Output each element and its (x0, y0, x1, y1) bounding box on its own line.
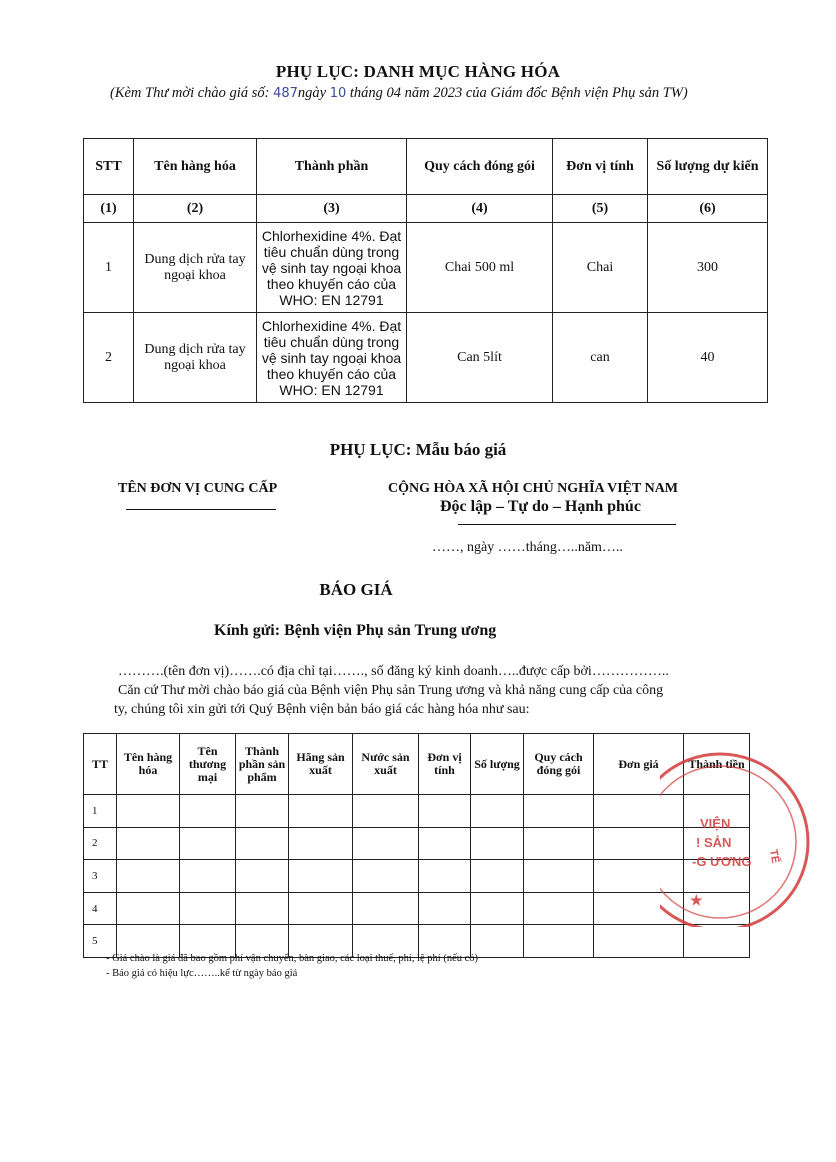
empty-cell (471, 795, 524, 828)
row-number: 4 (84, 892, 117, 925)
row-name: Dung dịch rửa tay ngoại khoa (134, 313, 257, 403)
supplier-label: TÊN ĐƠN VỊ CUNG CẤP (118, 481, 278, 496)
row-number: 2 (84, 827, 117, 860)
goods-table-header-row (84, 139, 768, 195)
para-line: ty, chúng tôi xin gửi tới Quý Bệnh viện bản báo giá các hàng hóa như sau: (114, 702, 530, 717)
header-manufacturer: Hãng sản xuất (289, 734, 353, 795)
header-packing: Quy cách đóng gói (407, 139, 553, 195)
stamp-text-2: ! SẢN (696, 835, 732, 850)
empty-cell (353, 892, 419, 925)
subtitle-part1: (Kèm Thư mời chào giá số: (110, 85, 274, 101)
stamp-text-4: TẾ (767, 848, 782, 865)
header-unit: Đơn vị tính (419, 734, 471, 795)
empty-cell (289, 795, 353, 828)
national-title: CỘNG HÒA XÃ HỘI CHỦ NGHĨA VIỆT NAM (388, 481, 679, 496)
empty-cell (524, 860, 594, 893)
subtitle-part3: tháng 04 năm 2023 của Giám đốc Bệnh viện Phụ sản TW) (346, 85, 688, 101)
table-row (84, 223, 768, 313)
empty-cell (524, 892, 594, 925)
motto-underline (458, 524, 676, 525)
empty-cell (236, 795, 289, 828)
empty-cell (524, 925, 594, 958)
note-item: - Báo giá có hiệu lực……..kể từ ngày báo giá (106, 968, 298, 979)
quote-table (83, 733, 750, 958)
appendix-subtitle (110, 84, 790, 103)
empty-cell (180, 892, 236, 925)
empty-cell (594, 925, 684, 958)
row-composition: Chlorhexidine 4%. Đạt tiêu chuẩn dùng trong vệ sinh tay ngoại khoa theo khuyến cáo của WHO: EN 12791 (257, 223, 407, 313)
empty-cell (419, 892, 471, 925)
empty-cell (180, 795, 236, 828)
row-stt: 1 (84, 223, 134, 313)
stamp-text-1: VIỆN (700, 816, 731, 831)
empty-cell (117, 892, 180, 925)
index-cell: (1) (84, 195, 134, 223)
empty-cell (289, 892, 353, 925)
stamp-graphic (660, 752, 810, 927)
note-item: - Giá chào là giá đã bao gồm phí vận chuyển, bàn giao, các loại thuế, phí, lệ phí (nếu có) (106, 953, 479, 964)
appendix-title: PHỤ LỤC: DANH MỤC HÀNG HÓA (275, 62, 561, 81)
header-trade-name: Tên thương mại (180, 734, 236, 795)
row-quantity: 300 (648, 223, 768, 313)
subtitle-part2: ngày (297, 85, 330, 101)
empty-cell (419, 827, 471, 860)
table-row (84, 313, 768, 403)
table-row (84, 827, 750, 860)
empty-cell (524, 795, 594, 828)
index-cell: (4) (407, 195, 553, 223)
para-line: ……….(tên đơn vị)…….có địa chỉ tại……., số đăng ký kinh doanh…..được cấp bởi…………….. (118, 664, 669, 679)
header-unit: Đơn vị tính (553, 139, 648, 195)
quote-template-title: PHỤ LỤC: Mẫu báo giá (329, 440, 507, 459)
row-composition: Chlorhexidine 4%. Đạt tiêu chuẩn dùng trong vệ sinh tay ngoại khoa theo khuyến cáo của WHO: EN 12791 (257, 313, 407, 403)
notes (106, 951, 478, 981)
national-motto: Độc lập – Tự do – Hạnh phúc (440, 498, 641, 515)
table-row (84, 860, 750, 893)
handwritten-letter-number: 487 (273, 86, 298, 101)
date-line: ……, ngày ……tháng…..năm….. (432, 540, 623, 555)
goods-table (83, 138, 768, 403)
row-stt: 2 (84, 313, 134, 403)
header-stt: STT (84, 139, 134, 195)
index-cell: (2) (134, 195, 257, 223)
empty-cell (180, 860, 236, 893)
empty-cell (471, 827, 524, 860)
table-row (84, 795, 750, 828)
empty-cell (524, 827, 594, 860)
empty-cell (289, 827, 353, 860)
empty-cell (117, 795, 180, 828)
empty-cell (236, 892, 289, 925)
row-packing: Chai 500 ml (407, 223, 553, 313)
header-composition: Thành phần (257, 139, 407, 195)
empty-cell (236, 860, 289, 893)
quote-table-header-row (84, 734, 750, 795)
quote-title: BÁO GIÁ (319, 580, 393, 599)
header-composition: Thành phần sản phẩm (236, 734, 289, 795)
header-item-name: Tên hàng hóa (117, 734, 180, 795)
header-name: Tên hàng hóa (134, 139, 257, 195)
empty-cell (471, 925, 524, 958)
empty-cell (419, 860, 471, 893)
row-packing: Can 5lít (407, 313, 553, 403)
header-unit-price: Đơn giá (594, 734, 684, 795)
empty-cell (353, 827, 419, 860)
row-quantity: 40 (648, 313, 768, 403)
header-quantity: Số lượng (471, 734, 524, 795)
index-cell: (3) (257, 195, 407, 223)
supplier-underline (126, 509, 276, 510)
empty-cell (684, 925, 750, 958)
index-cell: (5) (553, 195, 648, 223)
empty-cell (419, 795, 471, 828)
row-unit: Chai (553, 223, 648, 313)
stamp-star: ★ (690, 892, 703, 908)
header-tt: TT (84, 734, 117, 795)
empty-cell (117, 860, 180, 893)
empty-cell (117, 827, 180, 860)
row-name: Dung dịch rửa tay ngoại khoa (134, 223, 257, 313)
handwritten-day: 10 (329, 86, 347, 101)
header-country: Nước sản xuất (353, 734, 419, 795)
empty-cell (353, 860, 419, 893)
header-packing: Quy cách đóng gói (524, 734, 594, 795)
row-unit: can (553, 313, 648, 403)
empty-cell (471, 860, 524, 893)
row-number: 5 (84, 925, 117, 958)
empty-cell (180, 827, 236, 860)
empty-cell (353, 795, 419, 828)
addressee: Kính gửi: Bệnh viện Phụ sản Trung ương (214, 622, 497, 639)
para-line: Căn cứ Thư mời chào báo giá của Bệnh viện Phụ sản Trung ương và khả năng cung cấp của công (118, 683, 664, 698)
official-stamp (660, 752, 810, 927)
row-number: 1 (84, 795, 117, 828)
table-row (84, 892, 750, 925)
empty-cell (236, 827, 289, 860)
index-cell: (6) (648, 195, 768, 223)
empty-cell (471, 892, 524, 925)
goods-table-index-row (84, 195, 768, 223)
header-quantity: Số lượng dự kiến (648, 139, 768, 195)
row-number: 3 (84, 860, 117, 893)
intro-paragraph (114, 662, 778, 719)
header-total: Thành tiền (684, 734, 750, 795)
empty-cell (289, 860, 353, 893)
stamp-text-3: -G ƯƠNG (692, 854, 752, 869)
